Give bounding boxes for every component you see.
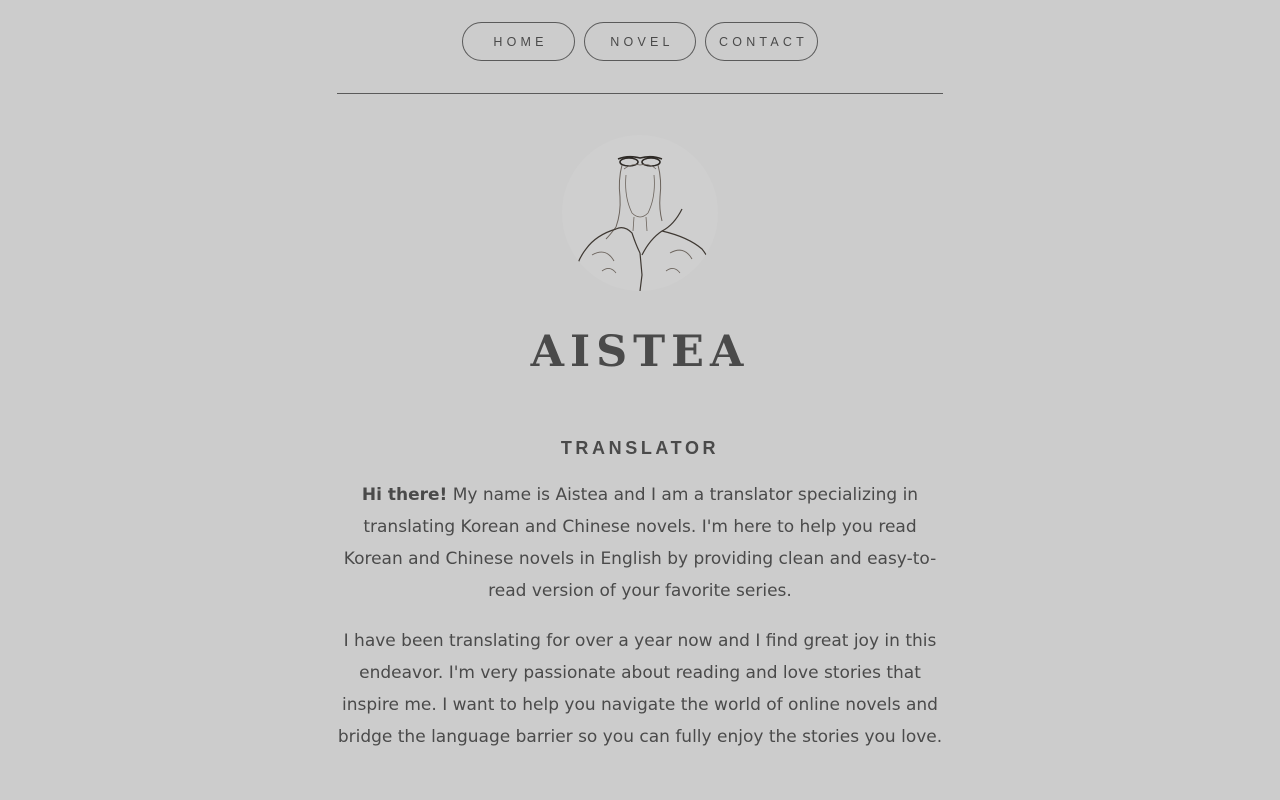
bio-paragraph-2: I have been translating for over a year now and I find great joy in this endeavor. I'm very passionate about reading and love stories that inspire me. I want to help you navigate the world of online novels and bridge the language barrier so you can fully enjoy the stories you love. (337, 631, 943, 747)
profile-role: TRANSLATOR (560, 438, 720, 458)
nav-home-button[interactable]: HOME (462, 22, 575, 61)
top-nav (0, 22, 1280, 61)
woman-line-drawing-avatar-icon (562, 135, 718, 291)
bio-paragraph-1-text: My name is Aistea and I am a translator specializing in translating Korean and Chinese novels. I'm here to help you read Korean and Chinese novels in English by providing clean and easy-to-read version of your favorite series. (343, 485, 937, 601)
nav-novel-button[interactable]: NOVEL (584, 22, 696, 61)
bio-intro: Hi there! (361, 485, 448, 505)
header-divider (337, 93, 943, 94)
bio-paragraph-1 (336, 479, 944, 607)
nav-contact-button[interactable]: CONTACT (705, 22, 818, 61)
avatar (562, 135, 718, 291)
profile-name: AISTEA (530, 327, 750, 377)
